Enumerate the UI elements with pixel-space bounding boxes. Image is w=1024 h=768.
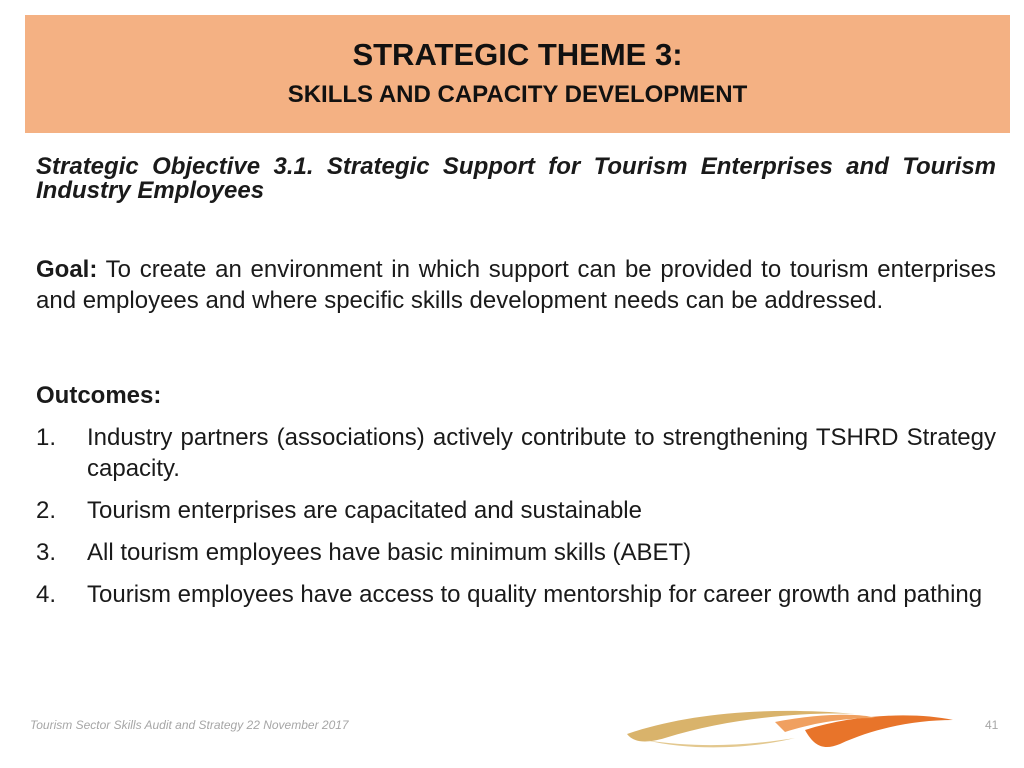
list-item <box>36 537 996 568</box>
list-item-text: Tourism enterprises are capacitated and sustainable <box>87 497 642 524</box>
swoosh-logo-icon <box>625 704 955 756</box>
list-item-text: Tourism employees have access to quality mentorship for career growth and pathing <box>87 581 983 608</box>
outcomes-list <box>36 422 996 610</box>
list-item <box>36 579 996 610</box>
footer-text: Tourism Sector Skills Audit and Strategy 22 November 2017 <box>30 718 349 732</box>
list-item-number: 3. <box>36 539 57 566</box>
list-item-text: All tourism employees have basic minimum skills (ABET) <box>87 539 692 566</box>
page-number: 41 <box>985 718 999 732</box>
title-banner <box>25 15 1010 133</box>
list-item-number: 2. <box>36 497 57 524</box>
goal-label: Goal: <box>36 256 98 283</box>
slide-title: STRATEGIC THEME 3: <box>352 37 683 72</box>
outcomes-heading: Outcomes: <box>36 382 162 409</box>
slide-subtitle: SKILLS AND CAPACITY DEVELOPMENT <box>287 81 748 108</box>
list-item-text: Industry partners (associations) actively contribute to strengthening TSHRD Strategy capacity. <box>87 424 996 482</box>
list-item <box>36 422 996 484</box>
strategic-objective: Strategic Objective 3.1. Strategic Support for Tourism Enterprises and Tourism Industry Employees <box>36 153 996 204</box>
list-item <box>36 495 996 526</box>
goal-text: To create an environment in which support can be provided to tourism enterprises and employees and where specific skills development needs can be addressed. <box>36 256 996 314</box>
slide-body <box>36 155 996 621</box>
list-item-number: 4. <box>36 581 57 608</box>
goal-paragraph <box>36 254 996 316</box>
list-item-number: 1. <box>36 424 57 451</box>
swoosh-gold-tail <box>645 738 795 747</box>
